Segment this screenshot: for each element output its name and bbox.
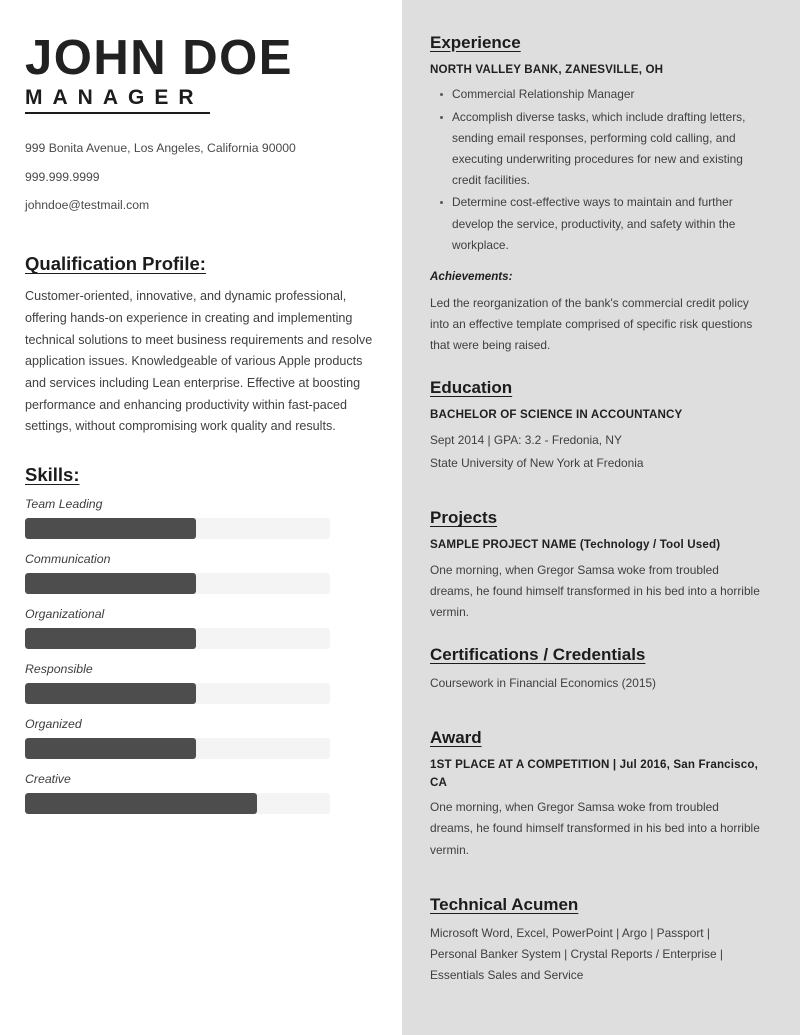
projects-section <box>430 508 760 623</box>
skill-bar-fill <box>25 738 196 759</box>
skills-list <box>25 497 378 814</box>
skill-bar-fill <box>25 518 196 539</box>
experience-section <box>430 33 760 356</box>
skill-bar-fill <box>25 628 196 649</box>
technical-acumen-text: Microsoft Word, Excel, PowerPoint | Argo | Passport | Personal Banker System | Crystal Reports / Enterprise | Essentials Sales and Service <box>430 925 723 983</box>
education-heading: Education <box>430 378 513 398</box>
candidate-role-underline <box>25 86 210 114</box>
skill-bar-fill <box>25 683 196 704</box>
project-text: One morning, when Gregor Samsa woke from troubled dreams, he found himself transformed in his bed into a horrible vermin. <box>430 562 760 619</box>
candidate-name: JOHN DOE <box>25 31 293 85</box>
technical-acumen-section <box>430 895 760 987</box>
skill-bar-fill <box>25 573 196 594</box>
qualification-profile-text: Customer-oriented, innovative, and dynamic professional, offering hands-on experience in creating and implementing technical solutions to meet business requirements and resolve application issues. Knowledgeable of various Apple products and services including Lean enterprise. Effective at boosting performance and enhancing productivity within fast-paced settings, without compromising work quality and results. <box>25 289 373 434</box>
skill-item <box>25 772 378 814</box>
award-text: One morning, when Gregor Samsa woke from troubled dreams, he found himself transformed in his bed into a horrible vermin. <box>430 800 760 857</box>
skill-item <box>25 607 378 649</box>
skill-item <box>25 717 378 759</box>
certifications-heading: Certifications / Credentials <box>430 645 646 665</box>
skill-bar-track <box>25 628 330 649</box>
experience-heading: Experience <box>430 33 521 52</box>
skill-label: Responsible <box>25 662 93 677</box>
education-school: State University of New York at Fredonia <box>430 456 644 471</box>
qualification-profile-heading: Qualification Profile: <box>25 253 206 275</box>
skill-bar-track <box>25 738 330 759</box>
experience-bullets <box>430 84 760 256</box>
education-degree: BACHELOR OF SCIENCE IN ACCOUNTANCY <box>430 408 683 422</box>
achievements-text: Led the reorganization of the bank's commercial credit policy into an effective template comprised of specific risk questions that were being raised. <box>430 295 753 353</box>
award-heading: Award <box>430 728 482 748</box>
experience-company: NORTH VALLEY BANK, ZANESVILLE, OH <box>430 63 664 76</box>
education-details: Sept 2014 | GPA: 3.2 - Fredonia, NY <box>430 432 622 447</box>
skill-item <box>25 497 378 539</box>
skill-label: Communication <box>25 552 111 567</box>
skill-item <box>25 662 378 704</box>
list-item: Commercial Relationship Manager <box>452 84 760 105</box>
right-column <box>402 0 800 1035</box>
contact-email: johndoe@testmail.com <box>25 198 150 212</box>
candidate-role: MANAGER <box>25 85 204 109</box>
skill-item <box>25 552 378 594</box>
skill-label: Organized <box>25 717 82 732</box>
skill-label: Organizational <box>25 607 105 622</box>
skill-label: Creative <box>25 772 71 787</box>
technical-acumen-heading: Technical Acumen <box>430 894 579 914</box>
skill-bar-track <box>25 683 330 704</box>
project-title: SAMPLE PROJECT NAME (Technology / Tool Used) <box>430 538 721 552</box>
certifications-section <box>430 645 760 694</box>
skill-bar-track <box>25 573 330 594</box>
skill-bar-track <box>25 793 330 814</box>
contact-address: 999 Bonita Avenue, Los Angeles, California 90000 <box>25 141 296 156</box>
skills-heading: Skills: <box>25 464 80 486</box>
award-section <box>430 728 760 860</box>
skill-label: Team Leading <box>25 497 103 512</box>
skill-bar-track <box>25 518 330 539</box>
certifications-text: Coursework in Financial Economics (2015) <box>430 676 657 691</box>
list-item: Accomplish diverse tasks, which include drafting letters, sending email responses, performing cold calling, and executing underwriting procedures for new and existing credit facilities. <box>452 107 760 192</box>
achievements-label: Achievements: <box>430 269 513 283</box>
education-section <box>430 378 760 474</box>
list-item: Determine cost-effective ways to maintain and further develop the service, productivity, and safety within the workplace. <box>452 192 760 256</box>
skill-bar-fill <box>25 793 257 814</box>
projects-heading: Projects <box>430 508 498 528</box>
award-title: 1ST PLACE AT A COMPETITION | Jul 2016, San Francisco, CA <box>430 758 758 789</box>
contact-phone: 999.999.9999 <box>25 169 100 184</box>
